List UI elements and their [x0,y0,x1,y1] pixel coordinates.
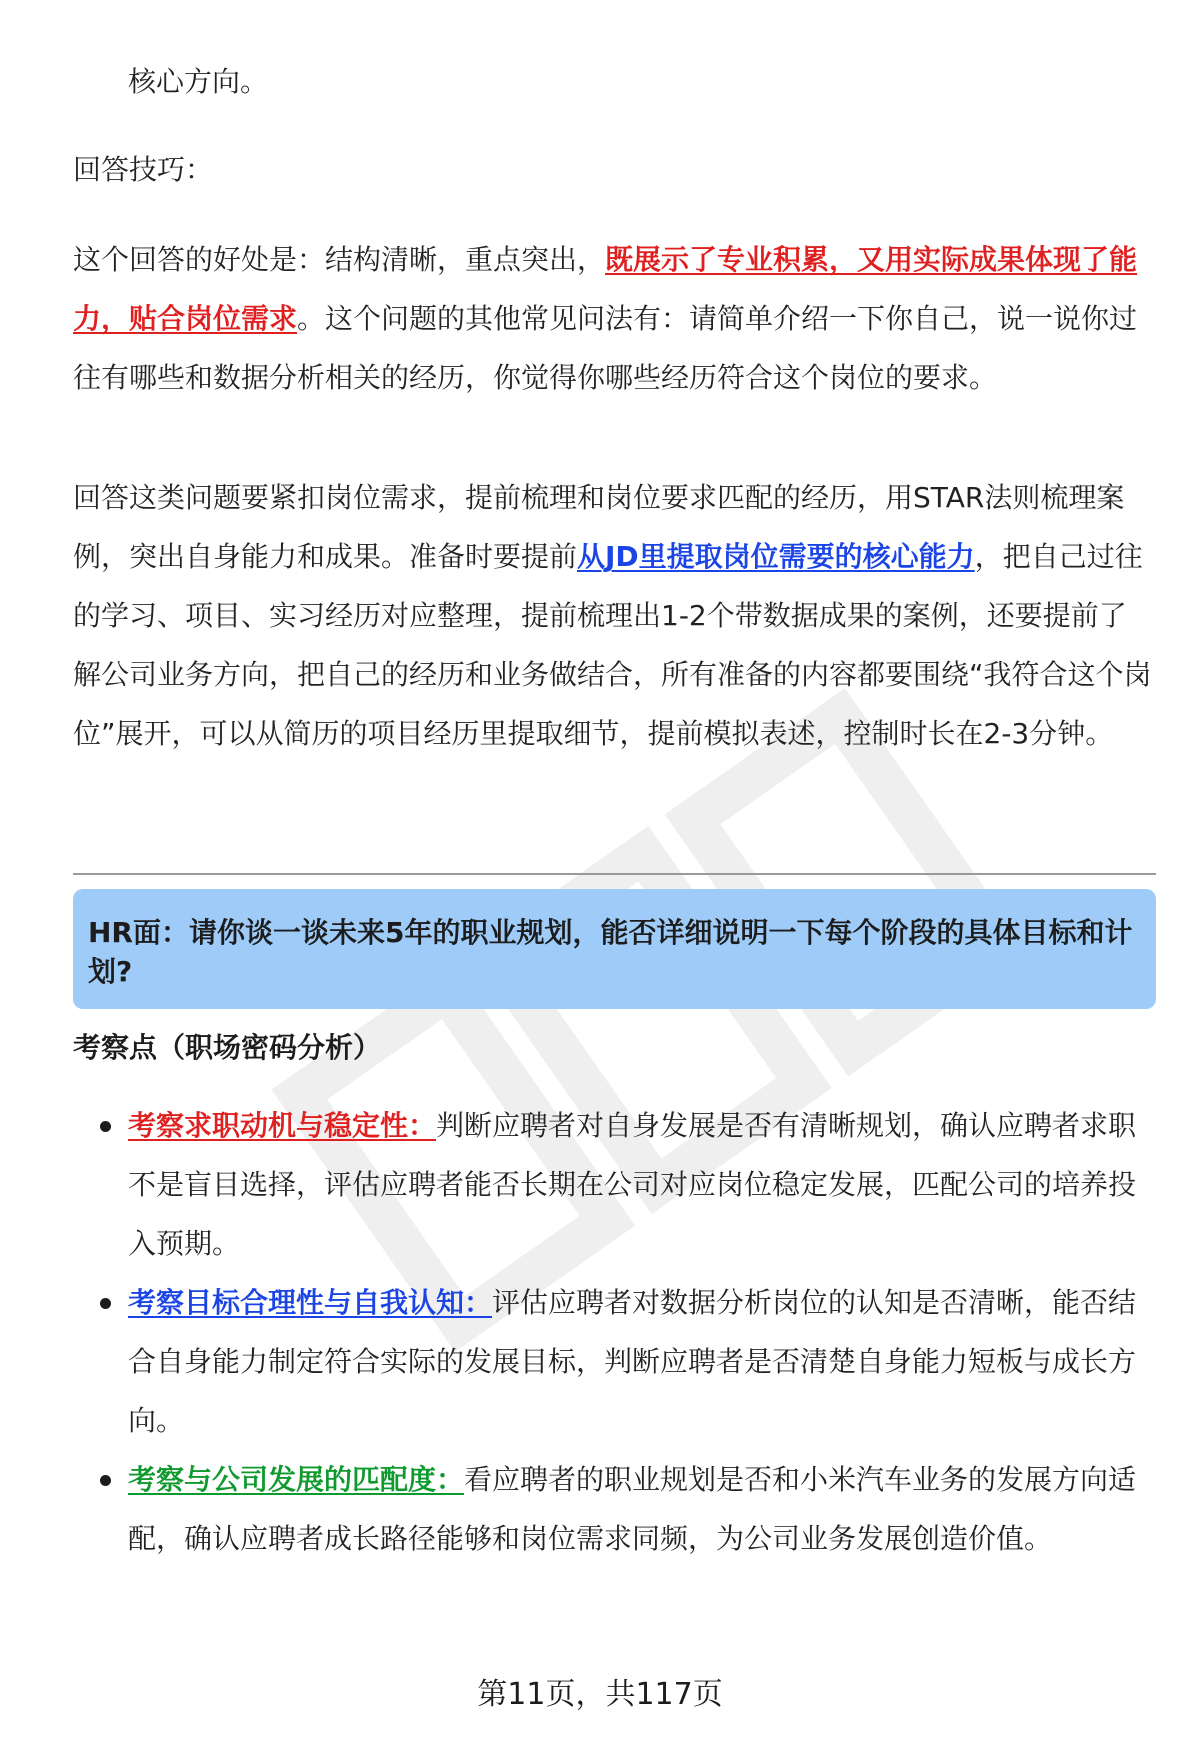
answer-analysis-paragraph [73,230,1153,407]
para1-text-before: 这个回答的好处是：结构清晰，重点突出， [73,243,606,276]
para1-text-after: 。这个问题的其他常见问法有：请简单介绍一下你自己，说一说你过往有哪些和数据分析相关的经历，你觉得你哪些经历符合这个岗位的要求。 [73,302,1138,394]
continued-text: 核心方向。 [128,65,269,98]
point-label: 考察求职动机与稳定性： [128,1109,437,1142]
section-divider [73,873,1156,875]
list-item [128,1273,1153,1450]
para2-text-before: 回答这类问题要紧扣岗位需求，提前梳理和岗位要求匹配的经历，用STAR法则梳理案例，突出自身能力和成果。准备时要提前 [73,481,1125,573]
page-number: 第11页，共117页 [477,1677,723,1712]
point-text: 判断应聘者对自身发展是否有清晰规划，确认应聘者求职不是盲目选择，评估应聘者能否长期在公司对应岗位稳定发展，匹配公司的培养投入预期。 [128,1109,1137,1260]
para1-highlight: 既展示了专业积累，又用实际成果体现了能力，贴合岗位需求 [73,243,1138,335]
list-item [128,1096,1153,1273]
bullet-icon [100,1475,111,1486]
point-label: 考察与公司发展的匹配度： [128,1463,465,1496]
list-item [128,1450,1153,1568]
point-text: 看应聘者的职业规划是否和小米汽车业务的发展方向适配，确认应聘者成长路径能够和岗位需求同频，为公司业务发展创造价值。 [128,1463,1137,1555]
bullet-icon [100,1298,111,1309]
point-text: 评估应聘者对数据分析岗位的认知是否清晰，能否结合自身能力制定符合实际的发展目标，判断应聘者是否清楚自身能力短板与成长方向。 [128,1286,1137,1437]
assessment-points-list [128,1096,1153,1568]
assessment-points-heading: 考察点（职场密码分析） [73,1031,382,1064]
bullet-icon [100,1121,111,1132]
tips-label: 回答技巧： [73,153,214,186]
preparation-advice-paragraph [73,468,1153,763]
para2-highlight: 从JD里提取岗位需要的核心能力 [577,540,975,573]
para2-text-after: ，把自己过往的学习、项目、实习经历对应整理，提前梳理出1-2个带数据成果的案例，还要提前了解公司业务方向，把自己的经历和业务做结合，所有准备的内容都要围绕“我符合这个岗位”展开，可以从简历的项目经历里提取细节，提前模拟表述，控制时长在2-3分钟。 [73,540,1152,750]
point-label: 考察目标合理性与自我认知： [128,1286,493,1319]
question-box [73,889,1156,1009]
question-text: HR面：请你谈一谈未来5年的职业规划，能否详细说明一下每个阶段的具体目标和计划? [88,916,1133,988]
